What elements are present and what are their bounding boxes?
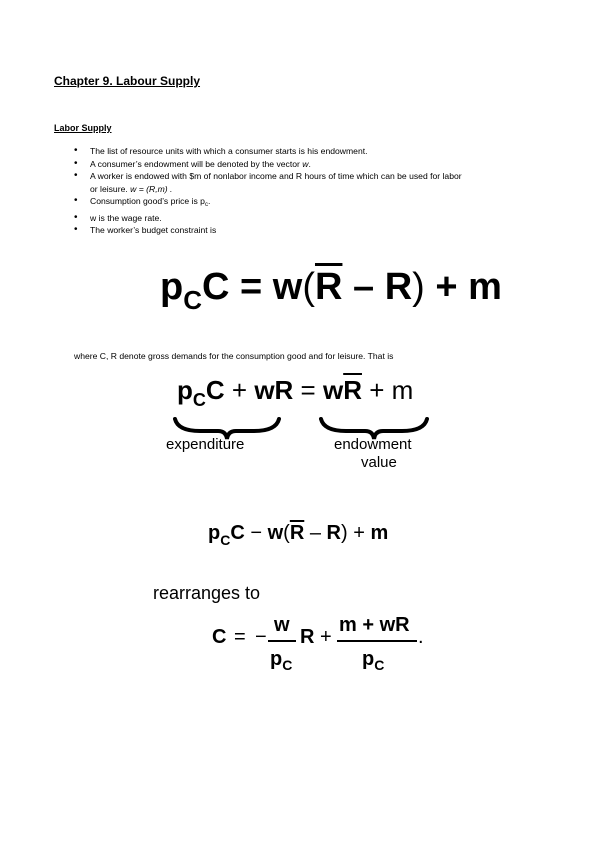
eq-equals: = bbox=[293, 375, 323, 405]
eq-minus: − bbox=[244, 522, 268, 544]
eq-Rbar: $\overline{R}$ bbox=[343, 375, 362, 405]
eq4-den1-p: p bbox=[270, 648, 283, 670]
eq4-den1 bbox=[270, 648, 292, 671]
eq-p: p bbox=[160, 266, 184, 308]
eq-C: C bbox=[205, 375, 225, 405]
list-item bbox=[74, 212, 544, 225]
eq4-den2 bbox=[362, 648, 384, 671]
endowment-vector: w = (R,m) . bbox=[130, 183, 173, 194]
eq-R: R bbox=[384, 266, 413, 308]
eq-sub: C bbox=[183, 285, 202, 315]
bullet-text-end: . bbox=[308, 158, 311, 169]
list-item bbox=[74, 170, 544, 195]
eq-plus: + bbox=[424, 266, 469, 308]
eq-equals: = bbox=[229, 266, 273, 308]
bullet-text: A worker is endowed with $m of nonlabor income and R hours of time which can be used for labor bbox=[90, 171, 462, 181]
eq-rparen: ) bbox=[340, 522, 348, 544]
bullet-text-end: . bbox=[207, 196, 211, 206]
eq-plus: + bbox=[224, 375, 255, 405]
where-text: where C, R denote gross demands for the consumption good and for leisure. That is bbox=[74, 351, 394, 361]
list-item bbox=[74, 158, 544, 171]
eq-plus: + bbox=[361, 375, 392, 405]
bullet-text: A consumer’s endowment will be denoted by the vector bbox=[90, 158, 303, 169]
eq4-den1-sub: C bbox=[282, 657, 293, 673]
eq4-den2-sub: C bbox=[374, 657, 385, 673]
eq4-num1: w bbox=[274, 614, 290, 636]
bullet-text: The list of resource units with which a consumer starts is his endowment. bbox=[90, 146, 368, 156]
eq4-plus: + bbox=[320, 626, 332, 648]
eq4-period: . bbox=[418, 626, 424, 648]
eq-C: C bbox=[230, 522, 245, 544]
eq4-C: C bbox=[212, 626, 227, 648]
eq-m: m bbox=[468, 266, 502, 308]
eq-w: w bbox=[272, 266, 303, 308]
eq-wR: wR bbox=[254, 375, 294, 405]
list-item bbox=[74, 145, 544, 158]
eq-lparen: ( bbox=[302, 266, 315, 308]
budget-equation-2 bbox=[208, 522, 389, 548]
eq-Rbar: $\overline{R}$ bbox=[289, 522, 305, 544]
eq4-equals: = bbox=[234, 626, 246, 648]
eq-sub: C bbox=[192, 390, 206, 410]
subscript: c bbox=[204, 202, 208, 208]
eq4-den2-p: p bbox=[362, 648, 375, 670]
eq-R: R bbox=[326, 522, 341, 544]
eq-m: m bbox=[391, 375, 414, 405]
list-item bbox=[74, 224, 544, 237]
list-item bbox=[74, 195, 544, 212]
eq-sub: C bbox=[220, 532, 231, 548]
eq-p: p bbox=[208, 522, 221, 544]
eq-rparen: ) bbox=[412, 266, 425, 308]
bullet-text: The worker’s budget constraint is bbox=[90, 225, 217, 235]
eq4-num2: m + wR bbox=[339, 614, 410, 636]
budget-constraint-equation bbox=[160, 266, 502, 315]
section-title: Labor Supply bbox=[54, 123, 112, 133]
eq4-R: R bbox=[300, 626, 315, 648]
eq-minus: – bbox=[342, 266, 385, 308]
bullet-list bbox=[74, 145, 544, 237]
chapter-title: Chapter 9. Labour Supply bbox=[54, 74, 201, 88]
eq-plus: + bbox=[347, 522, 371, 544]
bullet-text: w is the wage rate. bbox=[90, 212, 162, 223]
vector-w: w bbox=[302, 158, 309, 169]
eq-C: C bbox=[202, 266, 230, 308]
rearranges-label: rearranges to bbox=[153, 583, 261, 603]
value-label: value bbox=[361, 454, 397, 471]
fraction-bar-2 bbox=[337, 640, 417, 642]
eq-lparen: ( bbox=[283, 522, 290, 544]
eq-minus: – bbox=[304, 522, 327, 544]
eq4-minus: − bbox=[255, 626, 267, 648]
bullet-text: Consumption good’s price is p bbox=[90, 196, 205, 206]
bullet-text-line2: or leisure. bbox=[90, 183, 131, 194]
endowment-label: endowment bbox=[334, 436, 412, 453]
expenditure-equation bbox=[177, 375, 414, 410]
eq-Rbar: $\overline{R}$ bbox=[314, 266, 343, 308]
fraction-bar-1 bbox=[268, 640, 296, 642]
eq-m: m bbox=[370, 522, 389, 544]
eq-w: w bbox=[322, 375, 344, 405]
eq-w: w bbox=[267, 522, 284, 544]
expenditure-label: expenditure bbox=[166, 436, 245, 453]
eq-p: p bbox=[177, 375, 193, 405]
